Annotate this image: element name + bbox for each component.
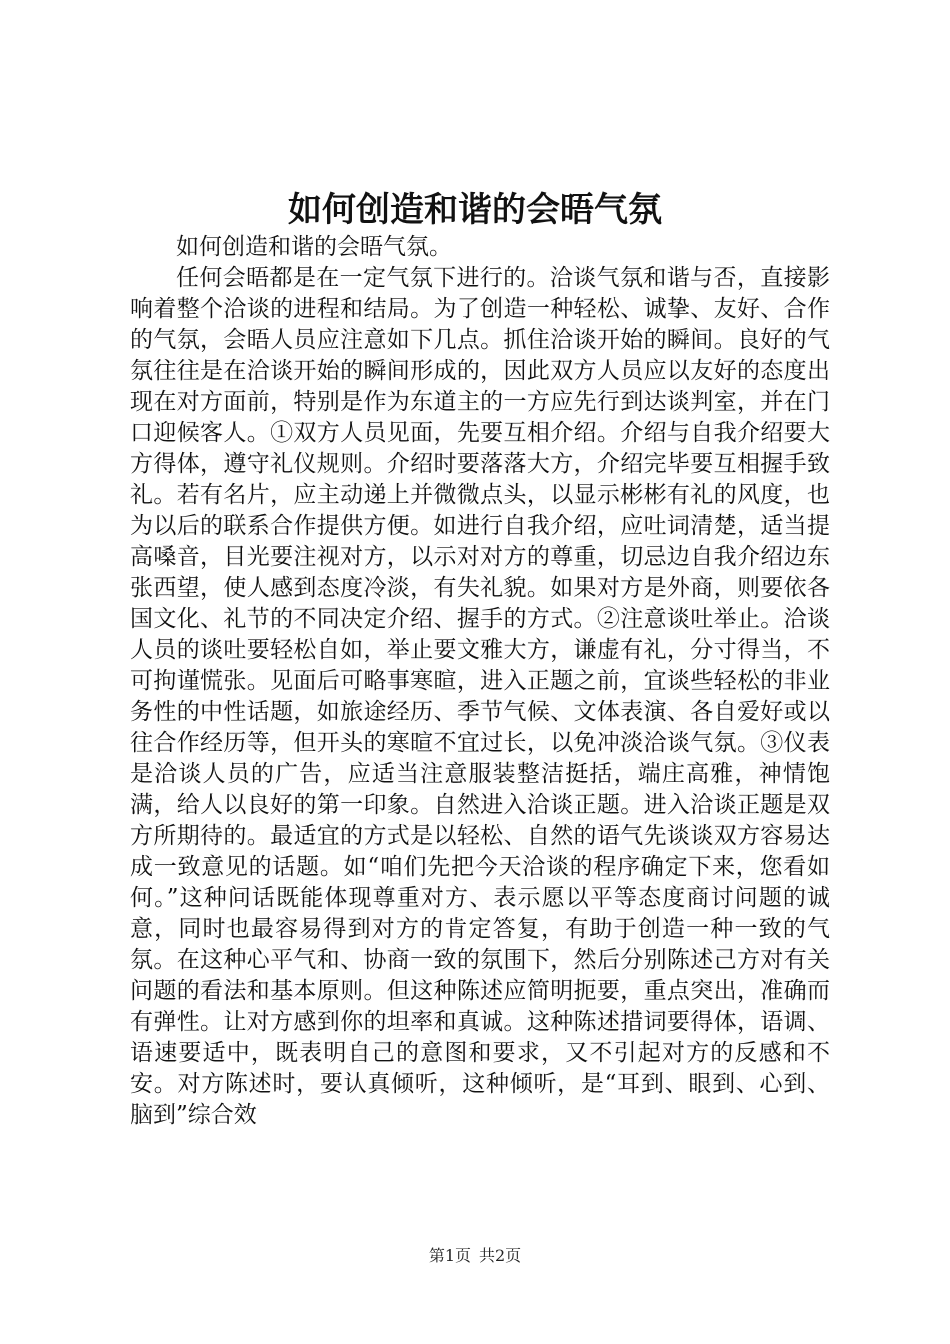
page-footer [0,1245,950,1267]
page-number: 第1页 [428,1246,471,1265]
intro-paragraph: 如何创造和谐的会晤气氛。 [176,234,452,260]
page-total: 共2页 [479,1246,522,1265]
document-body [130,232,830,1131]
document-title: 如何创造和谐的会晤气氛 [288,190,662,230]
main-paragraph: 任何会晤都是在一定气氛下进行的。洽谈气氛和谐与否，直接影响着整个洽谈的进程和结局。为了创造一种轻松、诚挚、友好、合作的气氛，会晤人员应注意如下几点。抓住洽谈开始的瞬间。良好的气氛往往是在洽谈开始的瞬间形成的，因此双方人员应以友好的态度出现在对方面前，特别是作为东道主的一方应先行到达谈判室，并在门口迎候客人。①双方人员见面，先要互相介绍。介绍与自我介绍要大方得体，遵守礼仪规则。介绍时要落落大方，介绍完毕要互相握手致礼。若有名片，应主动递上并微微点头，以显示彬彬有礼的风度，也为以后的联系合作提供方便。如进行自我介绍，应吐词清楚，适当提高嗓音，目光要注视对方，以示对对方的尊重，切忌边自我介绍边东张西望，使人感到态度冷淡，有失礼貌。如果对方是外商，则要依各国文化、礼节的不同决定介绍、握手的方式。②注意谈吐举止。洽谈人员的谈吐要轻松自如，举止要文雅大方，谦虚有礼，分寸得当，不可拘谨慌张。见面后可略事寒暄，进入正题之前，宜谈些轻松的非业务性的中性话题，如旅途经历、季节气候、文体表演、各自爱好或以往合作经历等，但开头的寒暄不宜过长，以免冲淡洽谈气氛。③仪表是洽谈人员的广告，应适当注意服装整洁挺括，端庄高雅，神情饱满，给人以良好的第一印象。自然进入洽谈正题。进入洽谈正题是双方所期待的。最适宜的方式是以轻松、自然的语气先谈谈双方容易达成一致意见的话题。如“咱们先把今天洽谈的程序确定下来，您看如何。”这种问话既能体现尊重对方、表示愿以平等态度商讨问题的诚意，同时也最容易得到对方的肯定答复，有助于创造一种一致的气氛。在这种心平气和、协商一致的氛围下，然后分别陈述己方对有关问题的看法和基本原则。但这种陈述应简明扼要，重点突出，准确而有弹性。让对方感到你的坦率和真诚。这种陈述措词要得体，语调、语速要适中，既表明自己的意图和要求，又不引起对方的反感和不安。对方陈述时，要认真倾听，这种倾听，是“耳到、眼到、心到、脑到”综合效 [130,265,830,1128]
